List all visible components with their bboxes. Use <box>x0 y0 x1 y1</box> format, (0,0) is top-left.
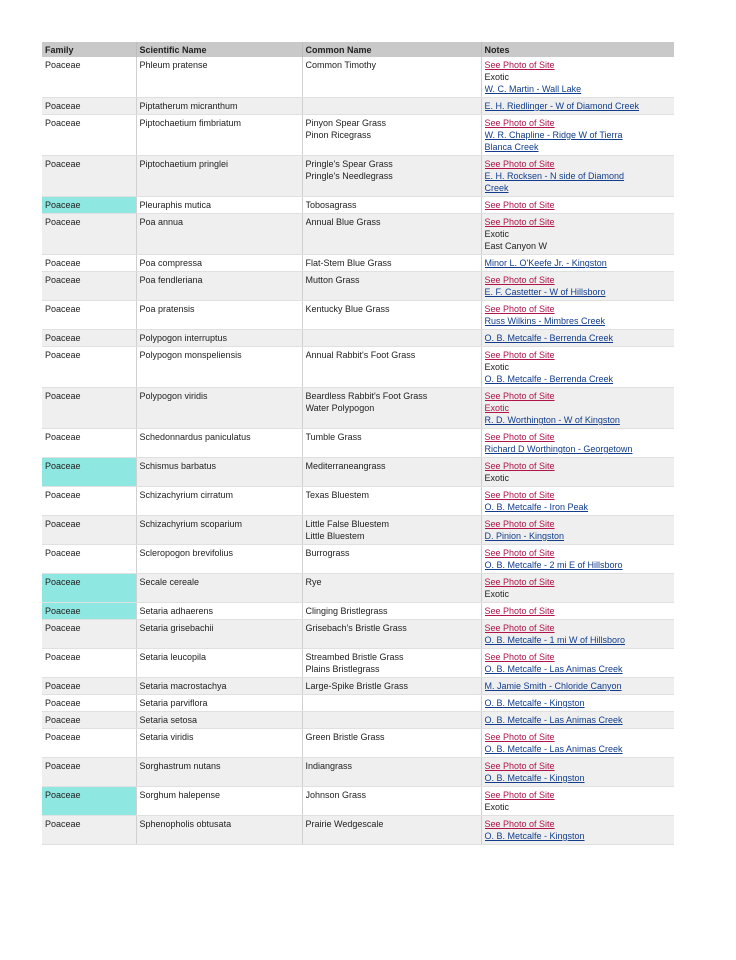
common-name-cell <box>302 712 481 729</box>
photo-link[interactable]: See Photo of Site <box>484 304 555 314</box>
common-name-cell <box>302 487 481 516</box>
photo-link[interactable]: See Photo of Site <box>484 548 555 558</box>
photo-link[interactable]: See Photo of Site <box>484 732 555 742</box>
table-row <box>42 115 674 156</box>
collector-link[interactable]: W. C. Martin - Wall Lake <box>484 84 582 94</box>
collector-link[interactable]: O. B. Metcalfe - Las Animas Creek <box>484 664 623 674</box>
table-row <box>42 729 674 758</box>
notes-cell <box>481 574 674 603</box>
common-name: Rye <box>305 577 322 587</box>
family-cell: Poaceae <box>42 487 136 516</box>
notes-cell <box>481 695 674 712</box>
scientific-name-cell: Poa pratensis <box>136 301 302 330</box>
photo-link[interactable]: See Photo of Site <box>484 432 555 442</box>
collector-link[interactable]: Minor L. O'Keefe Jr. - Kingston <box>484 258 607 268</box>
collector-link[interactable]: E. F. Castetter - W of Hillsboro <box>484 287 606 297</box>
collector-link[interactable]: Creek <box>484 183 509 193</box>
scientific-name-cell: Secale cereale <box>136 574 302 603</box>
table-row <box>42 487 674 516</box>
notes-cell <box>481 255 674 272</box>
table-row <box>42 197 674 214</box>
common-name-cell <box>302 156 481 197</box>
notes-cell <box>481 115 674 156</box>
header-common-name: Common Name <box>302 42 481 57</box>
scientific-name-cell: Sorghastrum nutans <box>136 758 302 787</box>
table-body <box>42 57 674 845</box>
header-family: Family <box>42 42 136 57</box>
common-name: Prairie Wedgescale <box>305 819 384 829</box>
family-cell: Poaceae <box>42 330 136 347</box>
photo-link[interactable]: See Photo of Site <box>484 819 555 829</box>
family-cell: Poaceae <box>42 429 136 458</box>
notes-cell <box>481 197 674 214</box>
scientific-name-cell: Setaria viridis <box>136 729 302 758</box>
family-cell: Poaceae <box>42 574 136 603</box>
table-row <box>42 388 674 429</box>
scientific-name-cell: Phleum pratense <box>136 57 302 98</box>
common-name-cell <box>302 57 481 98</box>
notes-cell <box>481 429 674 458</box>
scientific-name-cell: Schizachyrium cirratum <box>136 487 302 516</box>
scientific-name-cell: Poa fendleriana <box>136 272 302 301</box>
photo-link[interactable]: See Photo of Site <box>484 790 555 800</box>
family-cell: Poaceae <box>42 347 136 388</box>
notes-cell <box>481 758 674 787</box>
collector-link[interactable]: O. B. Metcalfe - Kingston <box>484 698 585 708</box>
common-name-cell <box>302 255 481 272</box>
collector-link[interactable]: O. B. Metcalfe - Las Animas Creek <box>484 715 623 725</box>
common-name-cell <box>302 695 481 712</box>
common-name-cell <box>302 816 481 845</box>
notes-cell <box>481 272 674 301</box>
common-name: Tobosagrass <box>305 200 357 210</box>
family-cell: Poaceae <box>42 272 136 301</box>
scientific-name-cell: Piptochaetium pringlei <box>136 156 302 197</box>
photo-link[interactable]: See Photo of Site <box>484 217 555 227</box>
table-row <box>42 156 674 197</box>
common-name: Grisebach's Bristle Grass <box>305 623 407 633</box>
scientific-name-cell: Schedonnardus paniculatus <box>136 429 302 458</box>
collector-link[interactable]: W. R. Chapline - Ridge W of Tierra <box>484 130 623 140</box>
scientific-name-cell: Sphenopholis obtusata <box>136 816 302 845</box>
photo-link[interactable]: See Photo of Site <box>484 606 555 616</box>
table-row <box>42 574 674 603</box>
collector-link[interactable]: O. B. Metcalfe - Berrenda Creek <box>484 333 614 343</box>
common-name-cell <box>302 347 481 388</box>
photo-link[interactable]: Exotic <box>484 403 510 413</box>
scientific-name-cell: Setaria macrostachya <box>136 678 302 695</box>
notes-cell <box>481 388 674 429</box>
common-name: Streambed Bristle Grass <box>305 652 404 662</box>
common-name-cell <box>302 197 481 214</box>
photo-link[interactable]: See Photo of Site <box>484 652 555 662</box>
table-row <box>42 545 674 574</box>
note-text: Exotic <box>484 229 510 239</box>
collector-link[interactable]: O. B. Metcalfe - Berrenda Creek <box>484 374 614 384</box>
common-name: Indiangrass <box>305 761 353 771</box>
table-row <box>42 214 674 255</box>
common-name: Pringle's Spear Grass <box>305 159 393 169</box>
scientific-name-cell: Pleuraphis mutica <box>136 197 302 214</box>
family-cell: Poaceae <box>42 729 136 758</box>
common-name-cell <box>302 115 481 156</box>
collector-link[interactable]: Richard D Worthington - Georgetown <box>484 444 633 454</box>
notes-cell <box>481 729 674 758</box>
common-name-cell <box>302 429 481 458</box>
common-name: Tumble Grass <box>305 432 362 442</box>
common-name-cell <box>302 787 481 816</box>
notes-cell <box>481 156 674 197</box>
notes-cell <box>481 678 674 695</box>
note-text: Exotic <box>484 589 510 599</box>
scientific-name-cell: Sorghum halepense <box>136 787 302 816</box>
table-row <box>42 272 674 301</box>
common-name-cell <box>302 574 481 603</box>
family-cell: Poaceae <box>42 214 136 255</box>
common-name: Little False Bluestem <box>305 519 390 529</box>
family-cell: Poaceae <box>42 458 136 487</box>
table-header-row <box>42 42 674 57</box>
family-cell: Poaceae <box>42 712 136 729</box>
table-row <box>42 429 674 458</box>
photo-link[interactable]: See Photo of Site <box>484 118 555 128</box>
common-name-cell <box>302 545 481 574</box>
photo-link[interactable]: See Photo of Site <box>484 577 555 587</box>
collector-link[interactable]: M. Jamie Smith - Chloride Canyon <box>484 681 622 691</box>
table-row <box>42 301 674 330</box>
scientific-name-cell: Poa annua <box>136 214 302 255</box>
collector-link[interactable]: O. B. Metcalfe - 1 mi W of Hillsboro <box>484 635 626 645</box>
table-row <box>42 255 674 272</box>
family-cell: Poaceae <box>42 197 136 214</box>
notes-cell <box>481 347 674 388</box>
notes-cell <box>481 458 674 487</box>
table-row <box>42 712 674 729</box>
family-cell: Poaceae <box>42 695 136 712</box>
common-name: Mutton Grass <box>305 275 360 285</box>
scientific-name-cell: Poa compressa <box>136 255 302 272</box>
common-name-cell <box>302 516 481 545</box>
notes-cell <box>481 214 674 255</box>
common-name: Pinon Ricegrass <box>305 130 372 140</box>
family-cell: Poaceae <box>42 758 136 787</box>
common-name: Water Polypogon <box>305 403 375 413</box>
table-row <box>42 603 674 620</box>
collector-link[interactable]: O. B. Metcalfe - Kingston <box>484 773 585 783</box>
table-row <box>42 678 674 695</box>
scientific-name-cell: Setaria grisebachii <box>136 620 302 649</box>
common-name-cell <box>302 98 481 115</box>
plant-list-table <box>42 42 674 845</box>
note-text: Exotic <box>484 72 510 82</box>
photo-link[interactable]: See Photo of Site <box>484 159 555 169</box>
common-name: Common Timothy <box>305 60 377 70</box>
family-cell: Poaceae <box>42 649 136 678</box>
photo-link[interactable]: See Photo of Site <box>484 275 555 285</box>
collector-link[interactable]: R. D. Worthington - W of Kingston <box>484 415 620 425</box>
family-cell: Poaceae <box>42 678 136 695</box>
common-name: Pinyon Spear Grass <box>305 118 387 128</box>
family-cell: Poaceae <box>42 603 136 620</box>
header-notes: Notes <box>481 42 674 57</box>
table-row <box>42 787 674 816</box>
notes-cell <box>481 330 674 347</box>
table-row <box>42 330 674 347</box>
family-cell: Poaceae <box>42 115 136 156</box>
scientific-name-cell: Polypogon viridis <box>136 388 302 429</box>
notes-cell <box>481 712 674 729</box>
common-name: Beardless Rabbit's Foot Grass <box>305 391 428 401</box>
common-name-cell <box>302 729 481 758</box>
common-name-cell <box>302 458 481 487</box>
photo-link[interactable]: See Photo of Site <box>484 200 555 210</box>
family-cell: Poaceae <box>42 156 136 197</box>
family-cell: Poaceae <box>42 545 136 574</box>
collector-link[interactable]: Blanca Creek <box>484 142 539 152</box>
notes-cell <box>481 57 674 98</box>
notes-cell <box>481 603 674 620</box>
collector-link[interactable]: D. Pinion - Kingston <box>484 531 565 541</box>
common-name-cell <box>302 301 481 330</box>
family-cell: Poaceae <box>42 620 136 649</box>
collector-link[interactable]: Russ Wilkins - Mimbres Creek <box>484 316 606 326</box>
family-cell: Poaceae <box>42 516 136 545</box>
common-name-cell <box>302 330 481 347</box>
scientific-name-cell: Polypogon monspeliensis <box>136 347 302 388</box>
scientific-name-cell: Setaria adhaerens <box>136 603 302 620</box>
table-row <box>42 649 674 678</box>
photo-link[interactable]: See Photo of Site <box>484 623 555 633</box>
common-name-cell <box>302 388 481 429</box>
notes-cell <box>481 620 674 649</box>
notes-cell <box>481 98 674 115</box>
photo-link[interactable]: See Photo of Site <box>484 761 555 771</box>
table-row <box>42 98 674 115</box>
notes-cell <box>481 787 674 816</box>
common-name-cell <box>302 678 481 695</box>
collector-link[interactable]: O. B. Metcalfe - 2 mi E of Hillsboro <box>484 560 623 570</box>
common-name-cell <box>302 620 481 649</box>
family-cell: Poaceae <box>42 816 136 845</box>
notes-cell <box>481 649 674 678</box>
family-cell: Poaceae <box>42 255 136 272</box>
common-name: Annual Blue Grass <box>305 217 381 227</box>
photo-link[interactable]: See Photo of Site <box>484 60 555 70</box>
collector-link[interactable]: O. B. Metcalfe - Kingston <box>484 831 585 841</box>
common-name: Little Bluestem <box>305 531 365 541</box>
common-name: Large-Spike Bristle Grass <box>305 681 409 691</box>
common-name-cell <box>302 758 481 787</box>
family-cell: Poaceae <box>42 57 136 98</box>
photo-link[interactable]: See Photo of Site <box>484 519 555 529</box>
photo-link[interactable]: See Photo of Site <box>484 391 555 401</box>
note-text: East Canyon W <box>484 241 548 251</box>
note-text: Exotic <box>484 802 510 812</box>
table-row <box>42 620 674 649</box>
scientific-name-cell: Setaria parviflora <box>136 695 302 712</box>
notes-cell <box>481 816 674 845</box>
common-name: Mediterraneangrass <box>305 461 386 471</box>
common-name: Texas Bluestem <box>305 490 370 500</box>
photo-link[interactable]: See Photo of Site <box>484 350 555 360</box>
scientific-name-cell: Piptochaetium fimbriatum <box>136 115 302 156</box>
table-row <box>42 816 674 845</box>
table-row <box>42 458 674 487</box>
table-row <box>42 57 674 98</box>
notes-cell <box>481 301 674 330</box>
table-row <box>42 758 674 787</box>
common-name: Burrograss <box>305 548 350 558</box>
collector-link[interactable]: O. B. Metcalfe - Las Animas Creek <box>484 744 623 754</box>
family-cell: Poaceae <box>42 388 136 429</box>
note-text: Exotic <box>484 473 510 483</box>
collector-link[interactable]: E. H. Rocksen - N side of Diamond <box>484 171 625 181</box>
common-name: Clinging Bristlegrass <box>305 606 388 616</box>
scientific-name-cell: Schismus barbatus <box>136 458 302 487</box>
header-scientific-name: Scientific Name <box>136 42 302 57</box>
common-name-cell <box>302 603 481 620</box>
note-text: Exotic <box>484 362 510 372</box>
collector-link[interactable]: O. B. Metcalfe - Iron Peak <box>484 502 589 512</box>
family-cell: Poaceae <box>42 301 136 330</box>
notes-cell <box>481 545 674 574</box>
photo-link[interactable]: See Photo of Site <box>484 490 555 500</box>
table-row <box>42 516 674 545</box>
common-name: Green Bristle Grass <box>305 732 385 742</box>
family-cell: Poaceae <box>42 787 136 816</box>
photo-link[interactable]: See Photo of Site <box>484 461 555 471</box>
notes-cell <box>481 487 674 516</box>
scientific-name-cell: Polypogon interruptus <box>136 330 302 347</box>
common-name: Flat-Stem Blue Grass <box>305 258 392 268</box>
table-row <box>42 695 674 712</box>
table-row <box>42 347 674 388</box>
family-cell: Poaceae <box>42 98 136 115</box>
common-name: Pringle's Needlegrass <box>305 171 393 181</box>
scientific-name-cell: Schizachyrium scoparium <box>136 516 302 545</box>
scientific-name-cell: Piptatherum micranthum <box>136 98 302 115</box>
common-name: Annual Rabbit's Foot Grass <box>305 350 416 360</box>
common-name: Plains Bristlegrass <box>305 664 380 674</box>
notes-cell <box>481 516 674 545</box>
scientific-name-cell: Setaria leucopila <box>136 649 302 678</box>
common-name: Kentucky Blue Grass <box>305 304 390 314</box>
common-name-cell <box>302 214 481 255</box>
collector-link[interactable]: E. H. Riedlinger - W of Diamond Creek <box>484 101 640 111</box>
scientific-name-cell: Scleropogon brevifolius <box>136 545 302 574</box>
scientific-name-cell: Setaria setosa <box>136 712 302 729</box>
common-name: Johnson Grass <box>305 790 367 800</box>
common-name-cell <box>302 272 481 301</box>
common-name-cell <box>302 649 481 678</box>
